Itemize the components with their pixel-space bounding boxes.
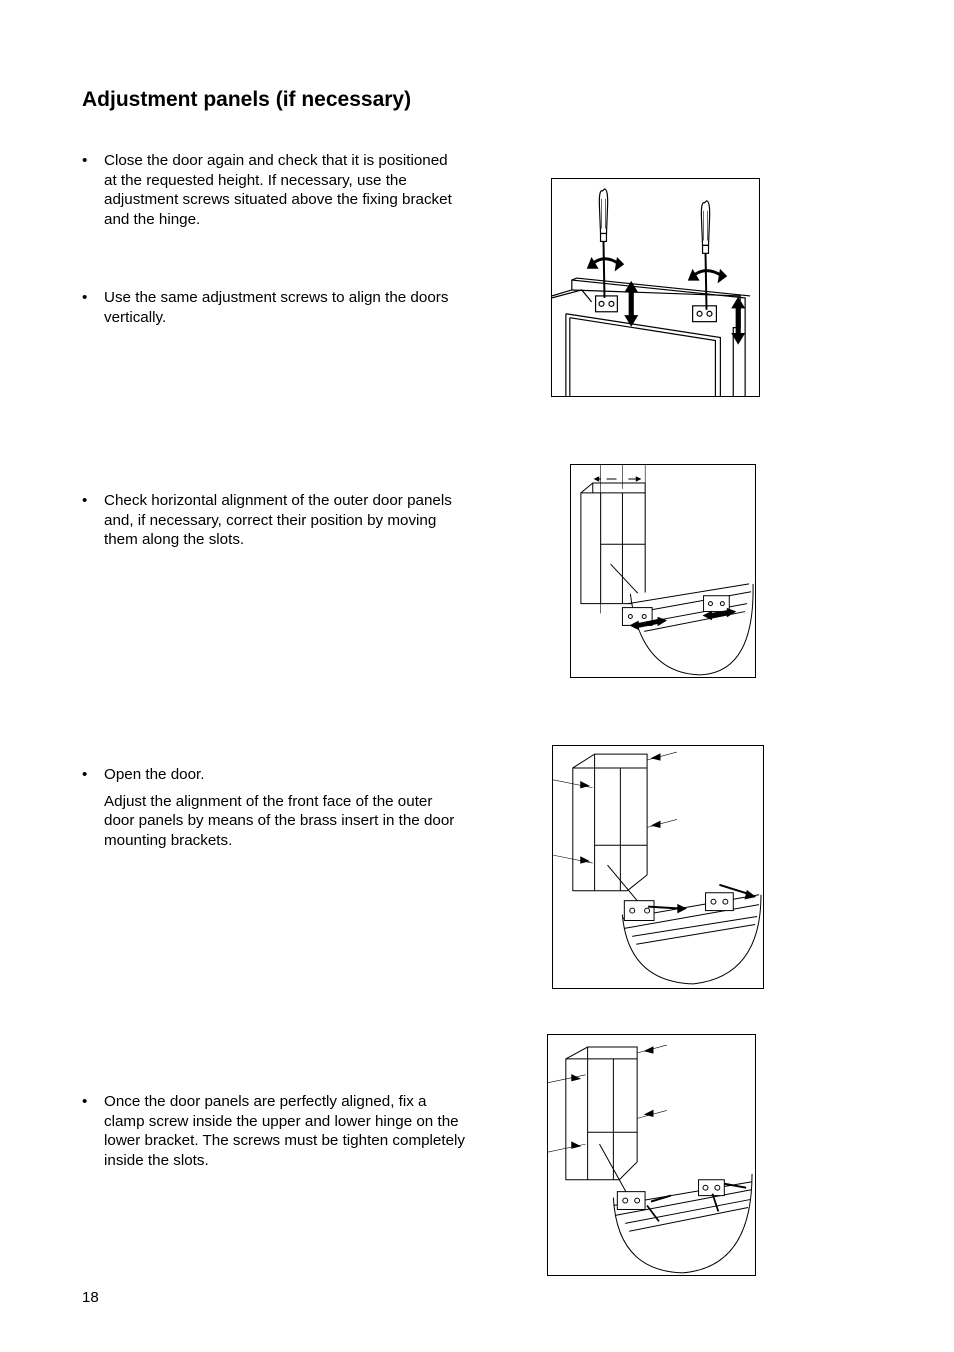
- screwdriver-hinge-adjustment-illustration: [551, 178, 760, 397]
- page-title: Adjustment panels (if necessary): [82, 88, 412, 111]
- brass-insert-alignment-illustration: [552, 745, 764, 989]
- page-number: 18: [82, 1289, 99, 1306]
- bullet-marker: •: [82, 766, 88, 783]
- bullet-marker: •: [82, 492, 88, 509]
- bullet-marker: •: [82, 152, 88, 169]
- bullet-marker: •: [82, 1093, 88, 1110]
- instruction-subtext: Adjust the alignment of the front face of the outer door panels by means of the brass insert in the door mounting brackets.: [104, 792, 455, 849]
- instruction-step-3: [82, 491, 466, 550]
- instruction-step-1: [82, 151, 462, 229]
- instruction-text: Close the door again and check that it is positioned at the requested height. If necessary, use the adjustment screws situated above the fixing bracket and the hinge.: [104, 152, 452, 228]
- horizontal-alignment-illustration: [570, 464, 756, 678]
- instruction-text: Open the door.: [104, 766, 205, 783]
- instruction-step-2: [82, 288, 462, 327]
- instruction-text: Once the door panels are perfectly aligned, fix a clamp screw inside the upper and lower hinge on the lower bracket. The screws must be tighten completely inside the slots.: [104, 1093, 465, 1169]
- instruction-step-5: [82, 1092, 466, 1170]
- instruction-text: Use the same adjustment screws to align the doors vertically.: [104, 289, 449, 326]
- instruction-step-4: [82, 765, 462, 850]
- bullet-marker: •: [82, 289, 88, 306]
- clamp-screw-illustration: [547, 1034, 756, 1276]
- instruction-text: Check horizontal alignment of the outer door panels and, if necessary, correct their position by moving them along the slots.: [104, 492, 452, 548]
